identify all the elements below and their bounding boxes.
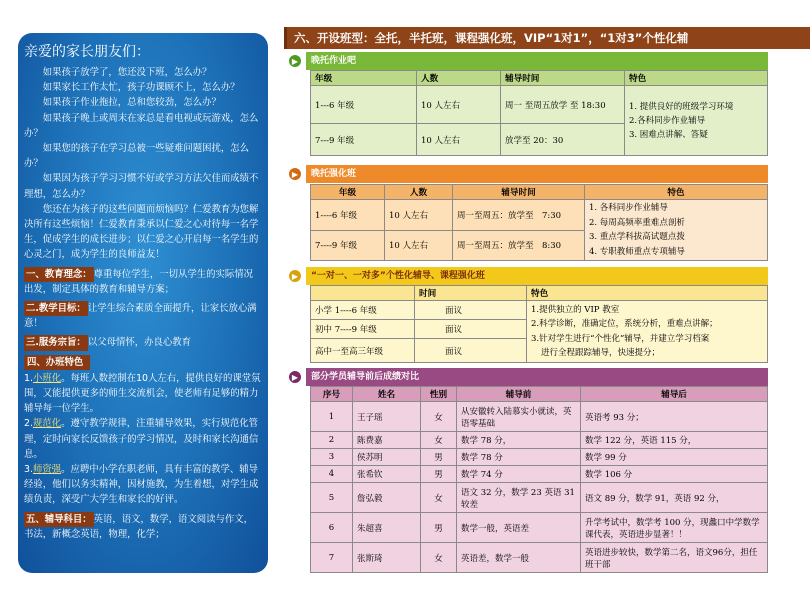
no-cell: 4 [311, 466, 353, 483]
no-cell: 7 [311, 543, 353, 573]
count-cell: 10 人左右 [417, 124, 501, 156]
intro-panel [18, 33, 268, 573]
grade-cell: 小学 1----6 年级 [311, 301, 415, 320]
grade-cell: 7---9 年级 [311, 124, 417, 156]
purpose-heading: 三.服务宗旨： [24, 335, 88, 350]
feature-line: 3. 困难点讲解、答疑 [629, 129, 708, 140]
grade-cell: 1----6 年级 [311, 200, 385, 231]
col-header: 辅导后 [581, 387, 768, 402]
subjects [24, 512, 262, 542]
col-header: 人数 [417, 71, 501, 86]
table-row [311, 466, 768, 483]
philosophy-text: 尊重每位学生，一切从学生的实际情况出发，制定具体的教育和辅导方案； [24, 268, 254, 295]
intro-questions [24, 65, 262, 263]
before-cell: 英语差，数学一般 [457, 543, 581, 573]
before-cell: 数学 78 分 [457, 449, 581, 466]
vip-table [310, 285, 768, 363]
feature-text: 。应聘中小学在职老师，具有丰富的教学、辅导经验，他们以务实精神，因材施教，为生着想，对学生成绩负责，深受广大学生和家长的好评。 [24, 464, 259, 506]
feature-text: 。遵守教学规律，注重辅导效果，实行规范化管理，定时向家长反馈孩子的学习情况，及时和家长沟通信息。 [24, 418, 259, 460]
feature-key: 师资强 [32, 464, 62, 476]
intro-line: 如果孩子放学了，您还没下班，怎么办？ [42, 67, 212, 78]
col-header: 序号 [311, 387, 353, 402]
name-cell: 王子瑶 [353, 402, 421, 432]
sex-cell: 女 [421, 402, 457, 432]
after-cell: 数学 99 分 [581, 449, 768, 466]
philosophy-heading: 一、教育理念： [24, 267, 94, 282]
section-label: 部分学员辅导前后成绩对比 [306, 368, 768, 386]
feature-line: 4. 专职教师重点专项辅导 [589, 246, 685, 257]
grade-cell: 高中一至高三年级 [311, 339, 415, 363]
before-cell: 从安徽转入陆慕实小就读，英语零基础 [457, 402, 581, 432]
name-cell: 侯苏明 [353, 449, 421, 466]
intro-line: 如果孩子晚上或周末在家总是看电视或玩游戏，怎么办？ [24, 112, 259, 139]
time-cell: 放学至 20：30 [501, 124, 625, 156]
col-header: 人数 [385, 185, 453, 200]
table-row [311, 449, 768, 466]
col-header: 年级 [311, 185, 385, 200]
col-header [311, 286, 415, 301]
feature-line: 3.针对学生进行“个性化”辅导，并建立学习档案 [531, 333, 710, 344]
play-icon: ▶ [288, 167, 302, 181]
feature-key: 规范化 [32, 418, 62, 430]
time-cell: 周一 至周五放学 至 18:30 [501, 86, 625, 124]
after-cell: 英语考 93 分； [581, 402, 768, 432]
no-cell: 6 [311, 513, 353, 543]
col-header: 性别 [421, 387, 457, 402]
greeting: 亲爱的家长朋友们： [24, 44, 150, 60]
before-cell: 数学一般，英语差 [457, 513, 581, 543]
intensive-table [310, 184, 768, 261]
after-cell: 英语进步较快，数学第二名，语文96分，担任班干部 [581, 543, 768, 573]
table-row [311, 402, 768, 432]
sex-cell: 女 [421, 432, 457, 449]
feature-text: 。每班人数控制在10人左右，提供良好的课堂氛围，又能提供更多的师生交流机会，使老师有足够的精力辅导每一位学生。 [24, 372, 261, 415]
after-cell: 语文 89 分，数学 91，英语 92 分， [581, 483, 768, 513]
intro-line: 如果家长工作太忙，孩子功课顾不上，怎么办？ [42, 82, 240, 94]
features-heading: 四、办班特色 [24, 355, 90, 370]
feature-item [24, 416, 262, 462]
col-header: 特色 [527, 286, 768, 301]
section-label: 晚托作业吧 [306, 52, 768, 70]
after-cell: 数学 122 分，英语 115 分， [581, 432, 768, 449]
homework-table [310, 70, 768, 156]
count-cell: 10 人左右 [385, 200, 453, 231]
before-cell: 语文 32 分，数学 23 英语 31较差 [457, 483, 581, 513]
table-row [311, 483, 768, 513]
section-results [288, 368, 768, 386]
class-types-title: 六、开设班型：全托，半托班，课程强化班，VIP“1对1”，“1对3”个性化辅 [284, 27, 810, 49]
teaching-goal [24, 301, 262, 331]
play-icon: ▶ [288, 269, 302, 283]
feature-num: 1. [24, 372, 33, 384]
goal-text: 让学生综合素质全面提升，让家长放心满意！ [24, 303, 257, 330]
name-cell: 张希钦 [353, 466, 421, 483]
play-icon: ▶ [288, 370, 302, 384]
feature-num: 3. [24, 464, 33, 476]
no-cell: 3 [311, 449, 353, 466]
col-header: 辅导前 [457, 387, 581, 402]
feature-line: 3. 重点学科拔高试题点拨 [589, 232, 685, 242]
col-header: 年级 [311, 71, 417, 86]
sex-cell: 女 [421, 543, 457, 573]
sex-cell: 女 [421, 483, 457, 513]
feature-line: 2.科学诊断，准确定位，系统分析，重难点讲解； [531, 319, 718, 329]
feature-line: 1. 各科同步作业辅导 [589, 203, 668, 213]
after-cell: 升学考试中，数学考 100 分，现蠡口中学数学课代表，英语进步显著！！ [581, 513, 768, 543]
feature-line: 2. 每周高频率重难点剖析 [589, 217, 685, 228]
service-purpose [24, 335, 262, 350]
name-cell: 陈费嘉 [353, 432, 421, 449]
table-row [311, 543, 768, 573]
no-cell: 5 [311, 483, 353, 513]
count-cell: 10 人左右 [417, 86, 501, 124]
section-label: “一对一、一对多”个性化辅导、课程强化班 [306, 267, 768, 285]
play-icon: ▶ [288, 54, 302, 68]
after-cell: 数学 106 分 [581, 466, 768, 483]
section-one-on-one [288, 267, 768, 285]
grade-cell: 1---6 年级 [311, 86, 417, 124]
intro-line: 如果因为孩子学习习惯不好或学习方法欠佳而成绩不理想，怎么办？ [24, 173, 259, 200]
section-evening-intensive [288, 165, 768, 183]
before-cell: 数学 74 分 [457, 466, 581, 483]
feature-num: 2. [24, 418, 33, 430]
features [24, 355, 262, 508]
feature-cell [527, 301, 768, 363]
grade-cell: 7----9 年级 [311, 230, 385, 261]
col-header: 特色 [585, 185, 768, 200]
intro-line: 如果孩子作业拖拉，总和您较劲，怎么办？ [42, 97, 221, 109]
name-cell: 张斯琦 [353, 543, 421, 573]
time-cell: 周一至周五：放学至 7:30 [453, 200, 585, 231]
col-header: 特色 [625, 71, 768, 86]
count-cell: 10 人左右 [385, 230, 453, 261]
subjects-heading: 五、辅导科目： [24, 512, 94, 527]
col-header: 时间 [415, 286, 527, 301]
sex-cell: 男 [421, 466, 457, 483]
sex-cell: 男 [421, 449, 457, 466]
time-cell: 面议 [415, 301, 527, 320]
purpose-text: 以父母情怀，办良心教育 [87, 337, 191, 349]
goal-heading: 二.教学目标： [24, 301, 88, 316]
time-cell: 面议 [415, 320, 527, 339]
no-cell: 2 [311, 432, 353, 449]
col-header: 辅导时间 [501, 71, 625, 86]
feature-item [24, 462, 262, 508]
before-cell: 数学 78 分， [457, 432, 581, 449]
results-table [310, 386, 768, 573]
col-header: 辅导时间 [453, 185, 585, 200]
no-cell: 1 [311, 402, 353, 432]
feature-cell [625, 86, 768, 156]
grade-cell: 初中 7----9 年级 [311, 320, 415, 339]
time-cell: 面议 [415, 339, 527, 363]
section-evening-homework [288, 52, 768, 70]
col-header: 姓名 [353, 387, 421, 402]
sex-cell: 男 [421, 513, 457, 543]
table-row [311, 432, 768, 449]
section-label: 晚托强化班 [306, 165, 768, 183]
table-row [311, 513, 768, 543]
name-cell: 詹弘毅 [353, 483, 421, 513]
feature-key: 小班化 [32, 372, 62, 384]
feature-cell [585, 200, 768, 261]
intro-line: 如果您的孩子在学习总被一些疑难问题困扰，怎么办？ [24, 143, 250, 170]
feature-line: 进行全程跟踪辅导，快速提分； [541, 348, 661, 358]
name-cell: 朱超喜 [353, 513, 421, 543]
time-cell: 周一至周五：放学至 8:30 [453, 230, 585, 261]
subjects-text: 英语，语文，数学，语文阅读与作文，书法，新概念英语，物理，化学； [24, 513, 254, 540]
feature-line: 1.提供独立的 VIP 教室 [531, 304, 620, 315]
feature-item [24, 371, 262, 417]
intro-line: 您还在为孩子的这些问题而烦恼吗？仁爱教育为您解决所有这些烦恼！仁爱教育秉承以仁爱之心对待每一名学生，促成学生的成长进步；以仁爱之心开启每一名学生的心灵之门，成为学生的良师益友！ [24, 203, 259, 261]
philosophy [24, 267, 262, 297]
feature-line: 2.各科同步作业辅导 [629, 115, 706, 126]
feature-line: 1. 提供良好的班级学习环境 [629, 101, 734, 112]
